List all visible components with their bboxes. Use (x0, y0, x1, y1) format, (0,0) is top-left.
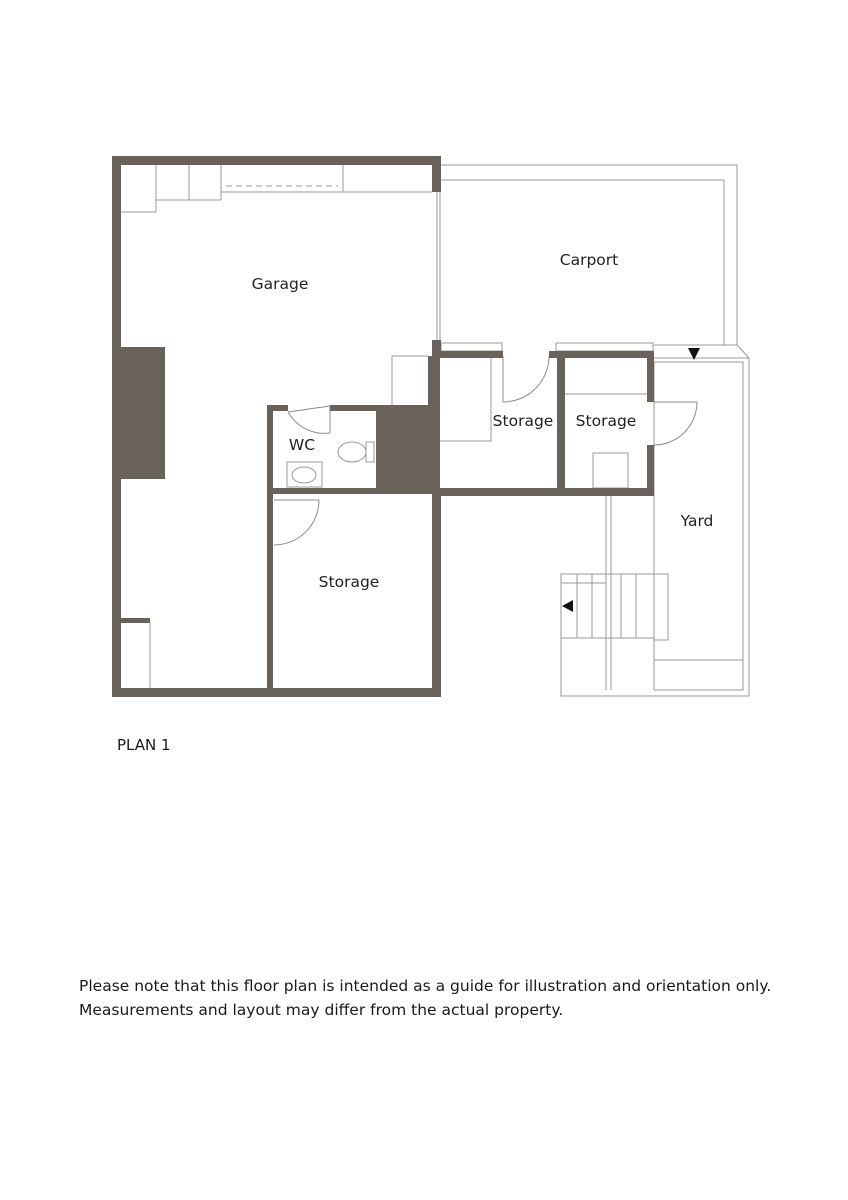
room-label-wc: WC (288, 436, 316, 454)
room-label-storage-1: Storage (492, 412, 554, 430)
room-label-storage-3: Storage (318, 573, 380, 591)
toilet-icon (338, 442, 374, 462)
door-swings (274, 356, 697, 545)
walls (112, 156, 654, 697)
room-label-garage: Garage (251, 275, 309, 293)
room-label-yard: Yard (680, 512, 714, 530)
room-label-carport: Carport (559, 251, 619, 269)
plan-title: PLAN 1 (117, 736, 171, 754)
disclaimer-line-1: Please note that this floor plan is intended as a guide for illustration and orientation only. (79, 977, 772, 995)
disclaimer-line-2: Measurements and layout may differ from the actual property. (79, 1001, 564, 1019)
yard-outline (561, 345, 749, 696)
disclaimer (79, 974, 799, 1022)
room-label-storage-2: Storage (575, 412, 637, 430)
stair-arrow-icon (562, 600, 573, 612)
sink-icon (287, 462, 322, 487)
